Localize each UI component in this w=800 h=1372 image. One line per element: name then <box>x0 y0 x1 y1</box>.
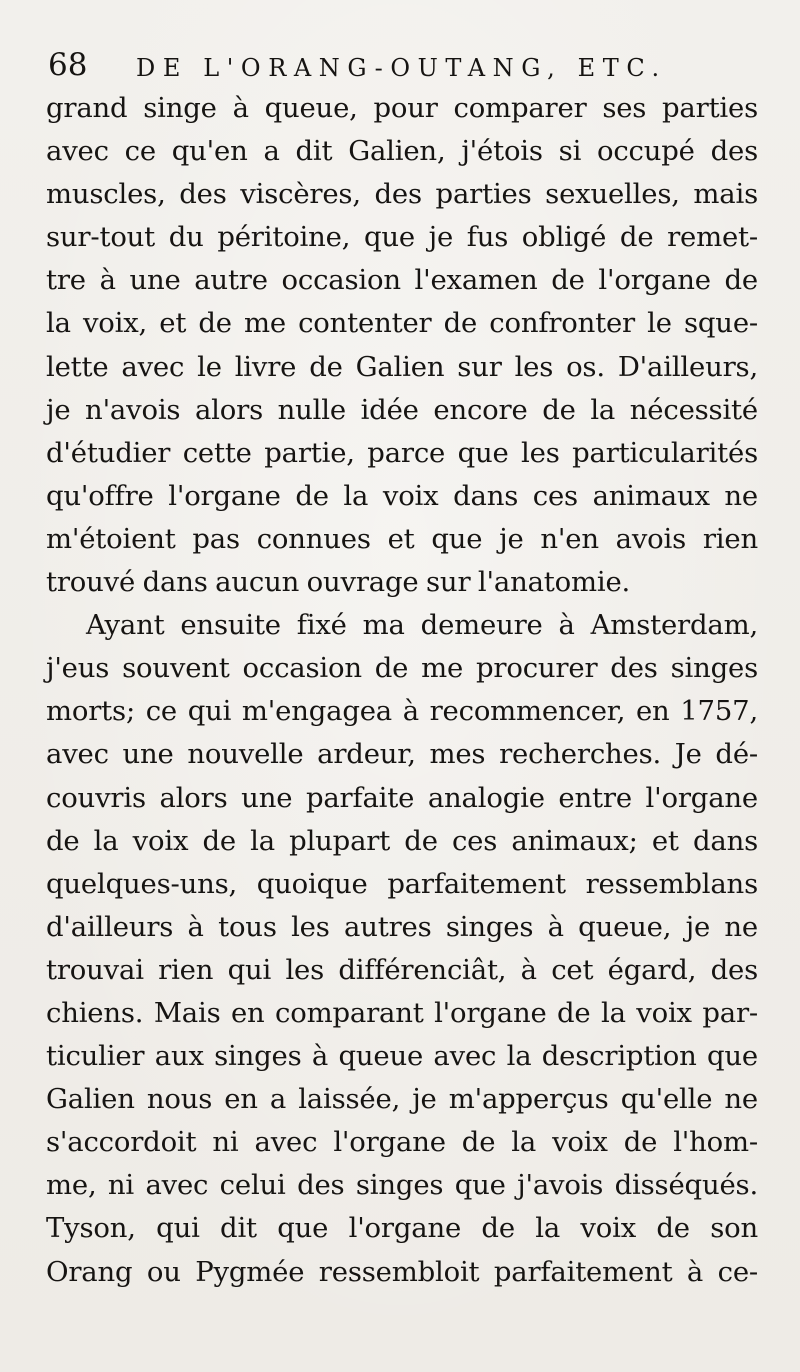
text-line: je n'avois alors nulle idée encore de la nécessité <box>46 393 758 426</box>
body-text <box>46 87 758 1294</box>
running-title: DE L'ORANG-OUTANG, ETC. <box>136 54 667 82</box>
text-line: sur-tout du péritoine, que je fus obligé de remet- <box>46 221 758 254</box>
text-line: la voix, et de me contenter de confronter le sque- <box>46 307 758 340</box>
text-line: quelques-uns, quoique parfaitement ressemblans <box>46 867 758 900</box>
text-line: d'étudier cette partie, parce que les particularités <box>46 436 758 469</box>
text-line: avec ce qu'en a dit Galien, j'étois si occupé des <box>46 135 758 168</box>
text-line: Tyson, qui dit que l'organe de la voix de son <box>46 1212 758 1245</box>
text-line: Galien nous en a laissée, je m'apperçus qu'elle ne <box>46 1083 758 1116</box>
text-line: d'ailleurs à tous les autres singes à queue, je ne <box>46 910 758 943</box>
text-line: Ayant ensuite fixé ma demeure à Amsterdam, <box>86 609 758 642</box>
text-line: trouvai rien qui les différenciât, à cet égard, des <box>46 953 758 986</box>
text-line: muscles, des viscères, des parties sexuelles, mais <box>46 178 758 211</box>
text-line: trouvé dans aucun ouvrage sur l'anatomie. <box>46 566 631 599</box>
text-line: morts; ce qui m'engagea à recommencer, en 1757, <box>46 695 758 728</box>
text-line: ticulier aux singes à queue avec la description que <box>46 1040 758 1073</box>
text-line: s'accordoit ni avec l'organe de la voix de l'hom- <box>46 1126 758 1159</box>
text-line: qu'offre l'organe de la voix dans ces animaux ne <box>46 479 758 512</box>
text-line: avec une nouvelle ardeur, mes recherches. Je dé- <box>46 738 758 771</box>
text-line: lette avec le livre de Galien sur les os. D'ailleurs, <box>46 350 758 383</box>
text-line: tre à une autre occasion l'examen de l'organe de <box>46 264 758 297</box>
text-line: couvris alors une parfaite analogie entre l'organe <box>46 781 758 814</box>
text-line: chiens. Mais en comparant l'organe de la voix par- <box>46 996 758 1029</box>
text-line: grand singe à queue, pour comparer ses parties <box>46 92 758 124</box>
text-line: de la voix de la plupart de ces animaux; et dans <box>46 824 758 857</box>
text-line: m'étoient pas connues et que je n'en avois rien <box>46 522 758 555</box>
text-line: j'eus souvent occasion de me procurer des singes <box>46 652 758 685</box>
text-line: Orang ou Pygmée ressembloit parfaitement à ce- <box>46 1255 758 1288</box>
page-header <box>46 44 766 86</box>
page-number: 68 <box>48 47 88 83</box>
text-line: me, ni avec celui des singes que j'avois disséqués. <box>46 1169 758 1202</box>
